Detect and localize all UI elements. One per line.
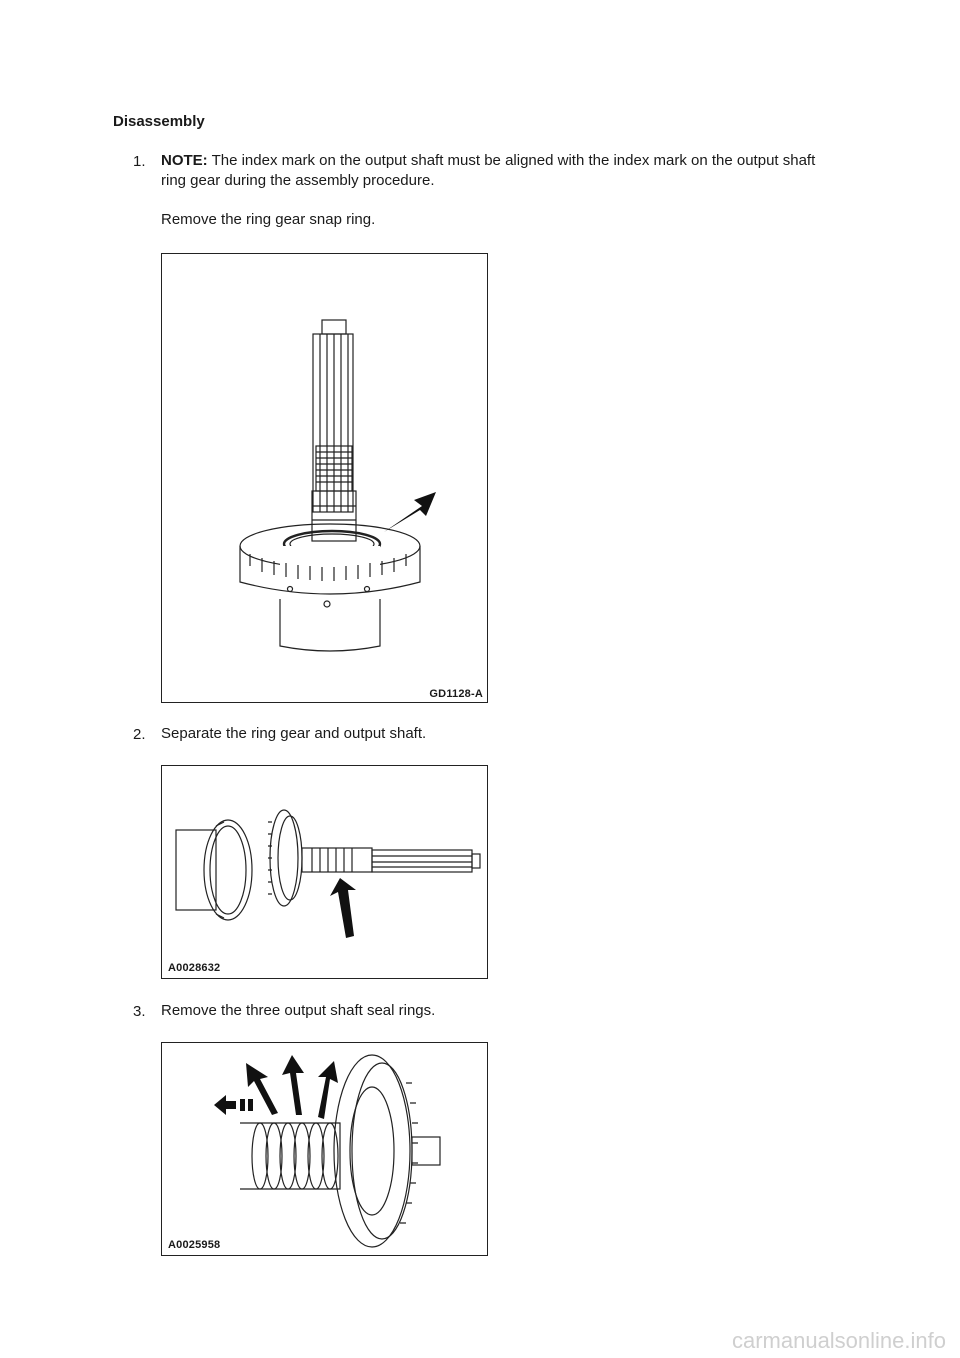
figure-3 [161,1042,488,1256]
figure-1 [161,253,488,703]
figure-2 [161,765,488,979]
figure-1-id: GD1128-A [429,688,483,700]
step-2-instruction: Separate the ring gear and output shaft. [161,725,427,742]
pointer-arrow-icon [384,492,436,532]
figure-3-id: A0025958 [168,1239,221,1251]
step-3-number: 3. [133,1003,146,1020]
figure-2-id: A0028632 [168,962,221,974]
ring-gear-output-shaft-illustration [162,766,487,978]
output-shaft-snap-ring-illustration [162,254,487,702]
step-1-note [161,151,841,191]
step-3-instruction: Remove the three output shaft seal rings. [161,1002,436,1019]
output-shaft-seal-rings-illustration [162,1043,487,1255]
watermark: carmanualsonline.info [731,1328,946,1353]
note-text: The index mark on the output shaft must be aligned with the index mark on the output shaft ring gear during the assembly procedure. [161,152,816,189]
pointer-arrow-icon [330,878,356,938]
step-1-instruction: Remove the ring gear snap ring. [161,211,376,228]
section-heading: Disassembly [113,113,205,130]
step-2-number: 2. [133,726,146,743]
direction-arrow-icon [214,1095,236,1115]
pointer-arrow-icon [318,1061,338,1119]
pointer-arrow-icon [282,1055,304,1115]
note-label: NOTE: [161,152,208,169]
step-1-number: 1. [133,153,146,170]
